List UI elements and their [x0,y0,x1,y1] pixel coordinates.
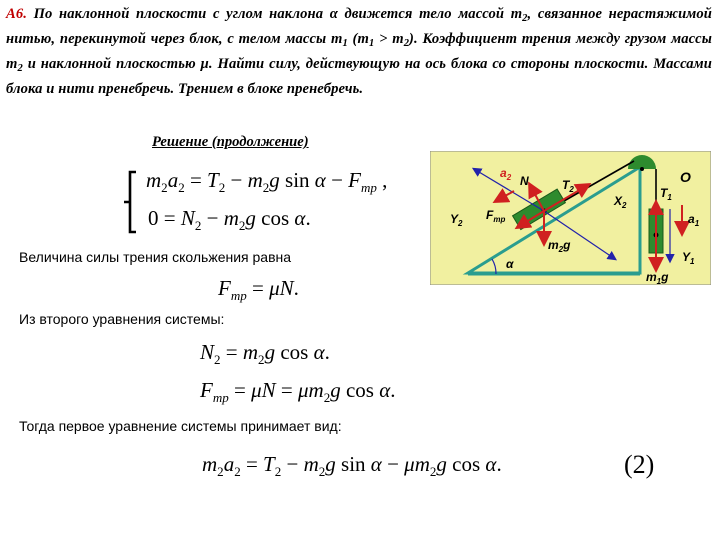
second-equation-text: Из второго уравнения системы: [19,311,225,327]
equation-number: (2) [624,450,655,479]
label-a1: $a_1$ [688,212,700,228]
normal-force-equation: $N_2 = m_2g$ cos α. [200,340,330,367]
alpha-symbol: α [329,6,338,22]
friction-equation: $F_{тр} = \mu N$. [218,276,299,303]
first-equation-text: Тогда первое уравнение системы принимает вид: [19,418,342,434]
label-a2: $a_2$ [500,166,512,182]
incline-diagram [430,151,711,285]
label-Ftr: $F_{тр}$ [486,208,506,224]
label-N: N [520,174,529,188]
solution-heading: Решение (продолжение) [152,134,309,150]
system-brace [118,168,140,236]
final-equation: $m_2a_2 = T_2 - m_2g$ $\sin \alpha - \mu m_2g$ cos α. [202,452,502,479]
system-equation-2: $0 = N_2 - m_2g$ cos α. [148,206,311,233]
label-T2: $T_2$ [562,178,574,194]
diagram-background [430,151,711,285]
problem-number: А6. [6,6,27,22]
label-O: O [680,169,691,185]
label-m2g: $m_2g$ [548,238,571,254]
label-T1: $T_1$ [660,186,672,202]
problem-statement: А6. По наклонной плоскости с углом наклона α движется тело массой $m_2$, связанное нерастяжимой нитью, перекинутой через блок, с телом массы $m_1$ $(m_1 > m_2)$. Коэффициент трения между грузом массы $m_2$ и наклонной плоскостью μ. Найти силу, действующую на ось блока со стороны плоскости. Массами блока и нити пренебречь. Трением в блоке пренебречь. [6,6,712,97]
friction-force-equation: $F_{тр} = \mu N = \mu m_2g$ cos α. [200,378,396,405]
label-X2: $X_2$ [614,194,627,210]
friction-intro-text: Величина силы трения скольжения равна [19,249,292,265]
label-Y1: $Y_1$ [682,250,695,266]
label-alpha: α [506,257,514,271]
label-m1g: $m_1g$ [646,270,669,285]
label-Y2: $Y_2$ [450,212,463,228]
system-equation-1: $m_2a_2 = T_2 - m_2g$ $\sin \alpha - F_{тр}$ , [146,168,388,195]
